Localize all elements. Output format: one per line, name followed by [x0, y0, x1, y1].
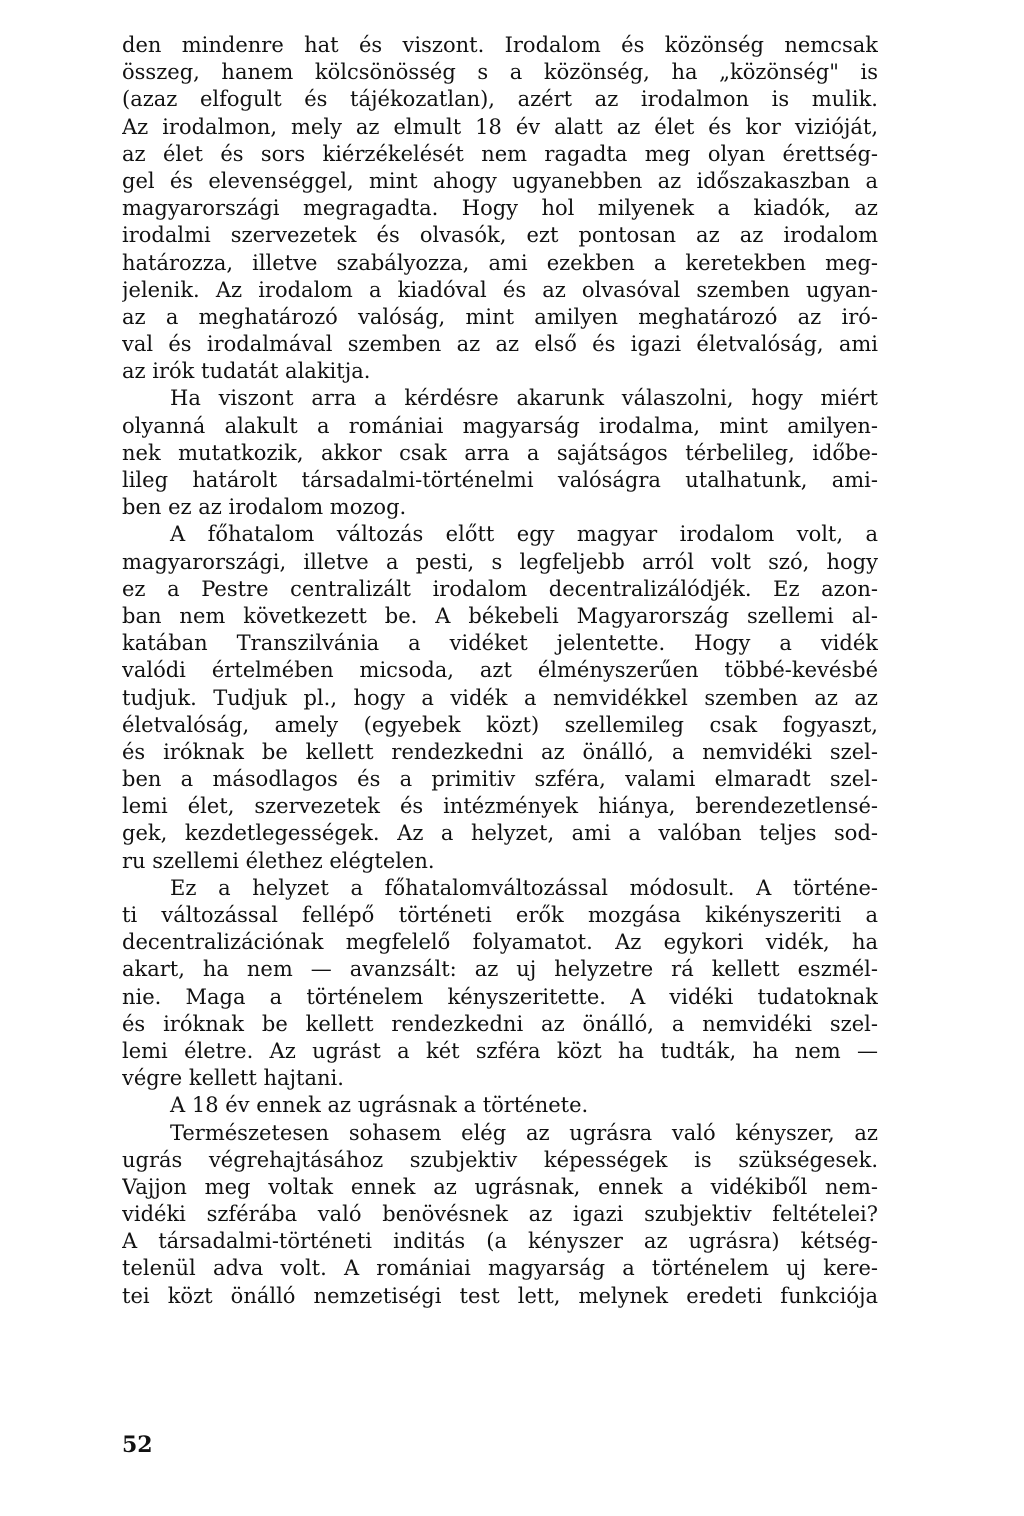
text-line: ru szellemi élethez elégtelen.	[122, 848, 435, 873]
text-line: lileg határolt társadalmi-történelmi valóságra utalhatunk, ami-	[122, 468, 878, 492]
text-line: gel és elevenséggel, mint ahogy ugyanebben az időszakaszban a	[122, 168, 878, 193]
text-line: ban nem következett be. A békebeli Magyarország szellemi al-	[122, 603, 878, 628]
text-line: telenül adva volt. A romániai magyarság a történelem uj kere-	[122, 1256, 878, 1281]
text-line: vidéki szférába való benövésnek az igazi szubjektiv feltételei?	[122, 1202, 878, 1227]
text-line: decentralizációnak megfelelő folyamatot. Az egykori vidék, ha	[122, 930, 878, 955]
text-line: ben a másodlagos és a primitiv szféra, valami elmaradt szel-	[122, 767, 878, 792]
text-line: valódi értelmében micsoda, azt élményszerűen többé-kevésbé	[122, 658, 878, 683]
text-line: Vajjon meg voltak ennek az ugrásnak, ennek a vidékiből nem-	[122, 1174, 878, 1199]
text-line: olyanná alakult a romániai magyarság irodalma, mint amilyen-	[122, 413, 878, 438]
text-line: és iróknak be kellett rendezkedni az önálló, a nemvidéki szel-	[122, 1011, 878, 1036]
text-line: akart, ha nem — avanzsált: az uj helyzetre rá kellett eszmél-	[122, 957, 878, 982]
paragraph-first-line: Ez a helyzet a főhatalomváltozással módosult. A történe-	[170, 875, 878, 900]
text-line: végre kellett hajtani.	[122, 1066, 344, 1091]
paragraph-first-line: A főhatalom változás előtt egy magyar irodalom volt, a	[170, 522, 878, 547]
text-line: tudjuk. Tudjuk pl., hogy a vidék a nemvidékkel szemben az az	[122, 685, 878, 710]
text-line: magyarországi, illetve a pesti, s legfeljebb arról volt szó, hogy	[122, 549, 878, 574]
text-line: határozza, illetve szabályozza, ami ezekben a keretekben meg-	[122, 250, 878, 275]
text-line: ugrás végrehajtásához szubjektiv képességek is szükségesek.	[122, 1147, 878, 1172]
text-line: den mindenre hat és viszont. Irodalom és közönség nemcsak	[122, 33, 878, 57]
paragraph-first-line: Ha viszont arra a kérdésre akarunk válaszolni, hogy miért	[170, 386, 878, 411]
text-line: nie. Maga a történelem kényszeritette. A vidéki tudatoknak	[122, 984, 878, 1009]
text-line: az a meghatározó valóság, mint amilyen meghatározó az iró-	[122, 304, 878, 329]
text-line: (azaz elfogult és tájékozatlan), azért az irodalmon is mulik.	[122, 87, 878, 112]
text-line: életvalóság, amely (egyebek közt) szellemileg csak fogyaszt,	[122, 712, 878, 737]
text-line: katában Transzilvánia a vidéket jelentette. Hogy a vidék	[122, 631, 878, 656]
text-line: nek mutatkozik, akkor csak arra a sajátságos térbelileg, időbe-	[122, 440, 878, 465]
text-line: tei közt önálló nemzetiségi test lett, melynek eredeti funkciója	[122, 1283, 878, 1308]
text-line: lemi életre. Az ugrást a két szféra közt ha tudták, ha nem —	[122, 1038, 878, 1063]
text-line: az irók tudatát alakitja.	[122, 359, 371, 384]
text-line: lemi élet, szervezetek és intézmények hiánya, berendezetlensé-	[122, 794, 878, 819]
text-line: és iróknak be kellett rendezkedni az önálló, a nemvidéki szel-	[122, 739, 878, 764]
text-line: A társadalmi-történeti inditás (a kényszer az ugrásra) kétség-	[122, 1229, 878, 1254]
page-number: 52	[122, 1432, 153, 1458]
page-body-text	[122, 32, 878, 1310]
text-line: jelenik. Az irodalom a kiadóval és az olvasóval szemben ugyan-	[122, 277, 878, 302]
text-line: gek, kezdetlegességek. Az a helyzet, ami a valóban teljes sod-	[122, 821, 878, 846]
text-line: összeg, hanem kölcsönösség s a közönség, ha „közönség" is	[122, 60, 878, 85]
text-line: ben ez az irodalom mozog.	[122, 495, 407, 520]
text-line: az élet és sors kiérzékelését nem ragadta meg olyan érettség-	[122, 141, 878, 166]
paragraph-first-line: Természetesen sohasem elég az ugrásra való kényszer, az	[170, 1120, 878, 1145]
text-line: magyarországi megragadta. Hogy hol milyenek a kiadók, az	[122, 196, 878, 221]
text-line: val és irodalmával szemben az az első és igazi életvalóság, ami	[122, 332, 878, 357]
text-line: ti változással fellépő történeti erők mozgása kikényszeriti a	[122, 903, 878, 927]
text-line: Az irodalmon, mely az elmult 18 év alatt az élet és kor vizióját,	[122, 114, 878, 139]
text-line: irodalmi szervezetek és olvasók, ezt pontosan az az irodalom	[122, 223, 878, 248]
paragraph-first-line: A 18 év ennek az ugrásnak a története.	[170, 1093, 589, 1118]
text-line: ez a Pestre centralizált irodalom decentralizálódjék. Ez azon-	[122, 576, 878, 601]
